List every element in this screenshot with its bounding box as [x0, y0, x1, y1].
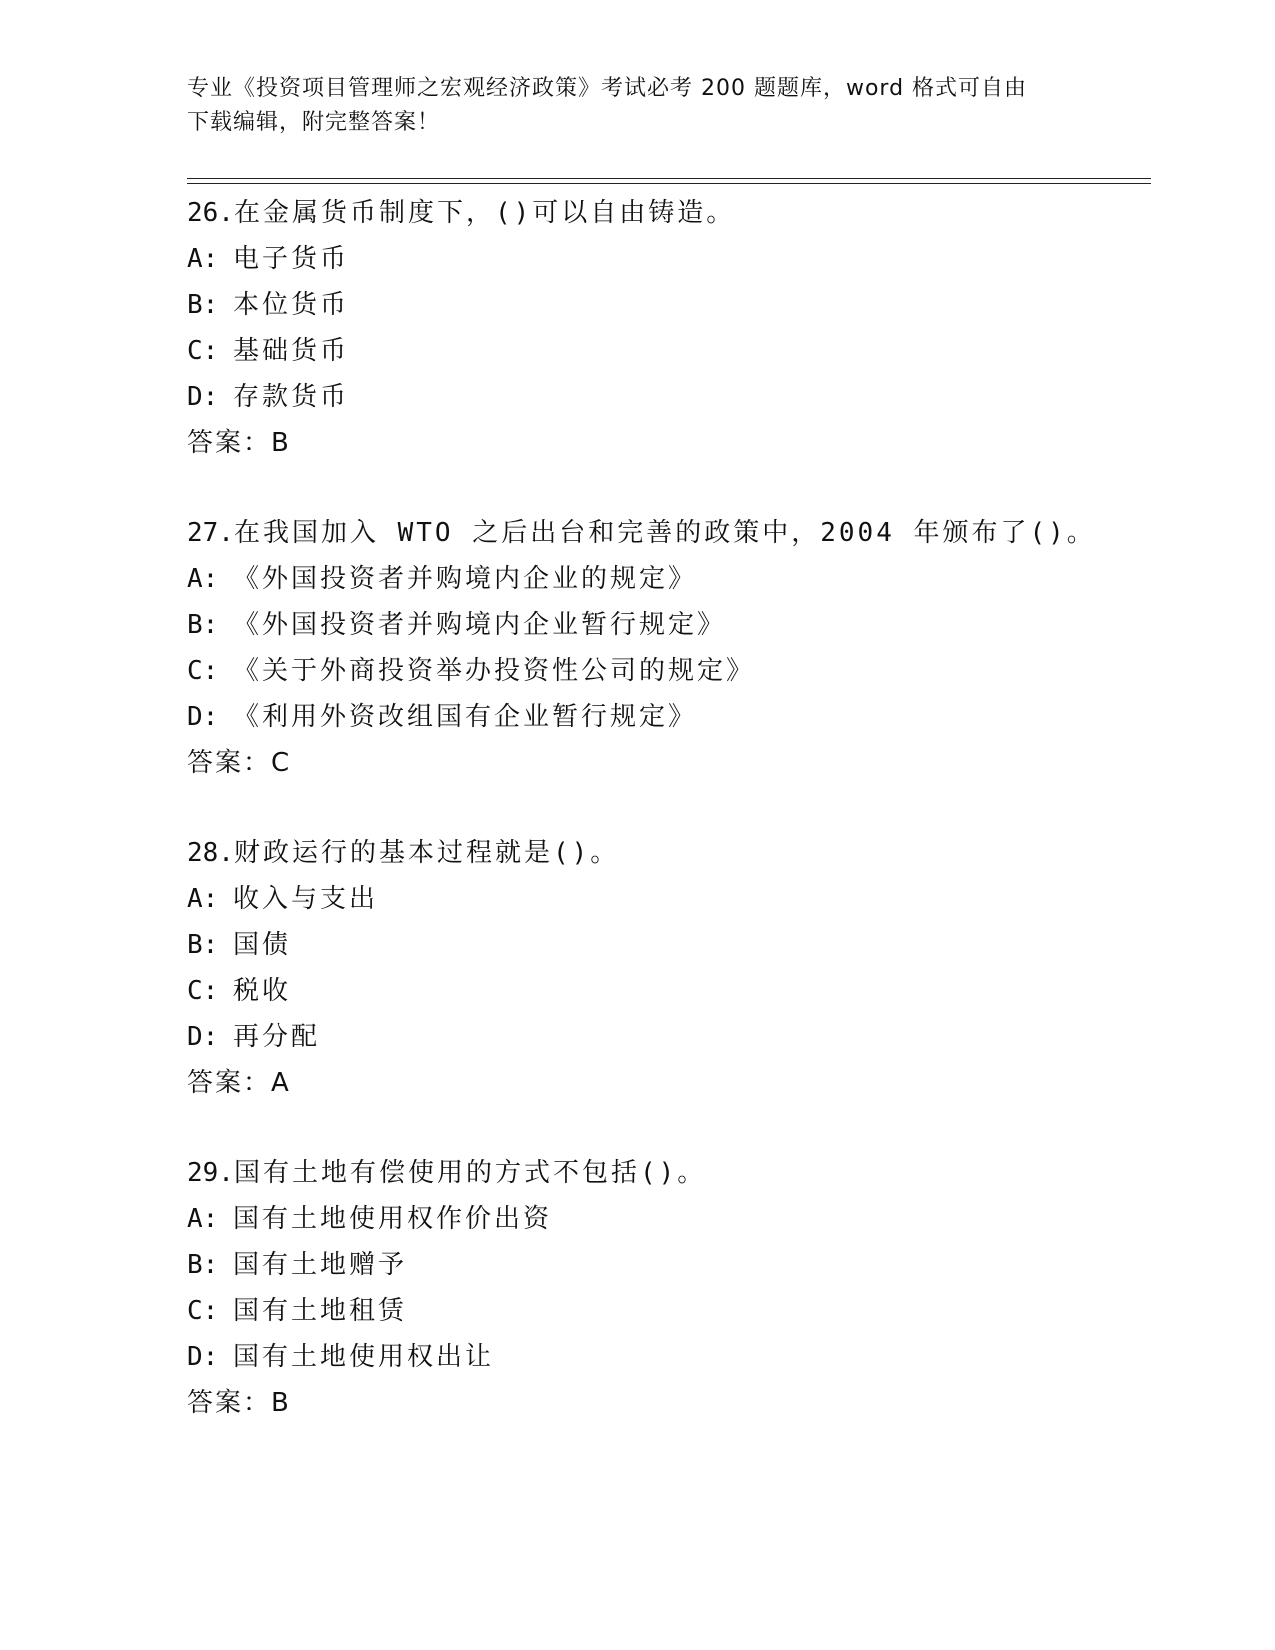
option-text: 国有土地使用权作价出资: [233, 1204, 553, 1234]
option-text: 国有土地使用权出让: [233, 1342, 495, 1372]
option-text: 本位货币: [233, 290, 350, 320]
option-label: D:: [187, 382, 219, 412]
question-text: 财政运行的基本过程就是()。: [233, 838, 620, 868]
question-number: 27.: [187, 518, 234, 548]
answer-line: 答案：B: [187, 428, 291, 458]
option-text: 《外国投资者并购境内企业的规定》: [233, 564, 698, 594]
option-label: C:: [187, 656, 219, 686]
question-29: [187, 1150, 1151, 1470]
question-27: [187, 510, 1151, 830]
option-label: D:: [187, 702, 219, 732]
option-b: [187, 282, 1151, 328]
option-label: A:: [187, 564, 219, 594]
option-c: [187, 1288, 1151, 1334]
option-d: [187, 1014, 1151, 1060]
question-stem: [187, 190, 1151, 236]
answer-line: 答案：B: [187, 1388, 291, 1418]
question-number: 26.: [187, 198, 234, 228]
option-c: [187, 648, 1151, 694]
option-text: 国有土地赠予: [233, 1250, 408, 1280]
option-label: A:: [187, 884, 219, 914]
option-text: 收入与支出: [233, 884, 379, 914]
option-label: D:: [187, 1022, 219, 1052]
question-list: [187, 190, 1151, 1470]
header-line-2: 下载编辑，附完整答案！: [187, 110, 441, 135]
option-text: 电子货币: [233, 244, 350, 274]
option-text: 基础货币: [233, 336, 350, 366]
answer-line: 答案：A: [187, 1068, 291, 1098]
header-divider-bottom: [187, 183, 1151, 184]
question-28: [187, 830, 1151, 1150]
option-a: [187, 556, 1151, 602]
option-b: [187, 1242, 1151, 1288]
option-label: A:: [187, 1204, 219, 1234]
option-text: 国债: [233, 930, 292, 960]
option-label: A:: [187, 244, 219, 274]
option-d: [187, 374, 1151, 420]
option-label: D:: [187, 1342, 219, 1372]
option-text: 《利用外资改组国有企业暂行规定》: [233, 702, 698, 732]
option-d: [187, 694, 1151, 740]
option-b: [187, 602, 1151, 648]
option-text: 存款货币: [233, 382, 350, 412]
question-26: [187, 190, 1151, 510]
document-header: [187, 72, 1067, 140]
option-text: 《外国投资者并购境内企业暂行规定》: [233, 610, 727, 640]
option-label: C:: [187, 1296, 219, 1326]
option-c: [187, 328, 1151, 374]
question-text: 国有土地有偿使用的方式不包括()。: [233, 1158, 707, 1188]
header-line-1: 专业《投资项目管理师之宏观经济政策》考试必考 200 题题库，word 格式可自由: [187, 76, 1028, 101]
option-text: 国有土地租赁: [233, 1296, 408, 1326]
question-text: 在金属货币制度下，()可以自由铸造。: [233, 198, 736, 228]
question-stem: [187, 510, 1151, 556]
option-label: B:: [187, 930, 219, 960]
option-c: [187, 968, 1151, 1014]
option-b: [187, 922, 1151, 968]
header-divider-top: [187, 178, 1151, 179]
option-label: B:: [187, 610, 219, 640]
answer-line: 答案：C: [187, 748, 292, 778]
question-number: 29.: [187, 1158, 234, 1188]
option-a: [187, 876, 1151, 922]
option-a: [187, 1196, 1151, 1242]
option-label: C:: [187, 336, 219, 366]
question-number: 28.: [187, 838, 234, 868]
option-label: C:: [187, 976, 219, 1006]
option-a: [187, 236, 1151, 282]
option-text: 税收: [233, 976, 292, 1006]
question-text: 在我国加入 WTO 之后出台和完善的政策中，2004 年颁布了()。: [233, 518, 1096, 548]
question-stem: [187, 1150, 1151, 1196]
option-text: 再分配: [233, 1022, 321, 1052]
question-stem: [187, 830, 1151, 876]
option-d: [187, 1334, 1151, 1380]
option-label: B:: [187, 290, 219, 320]
option-text: 《关于外商投资举办投资性公司的规定》: [233, 656, 756, 686]
option-label: B:: [187, 1250, 219, 1280]
